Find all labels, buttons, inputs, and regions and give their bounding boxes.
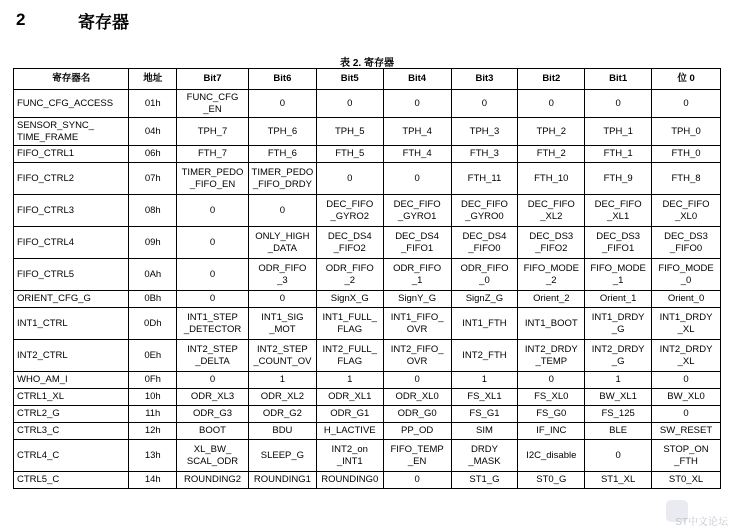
bit-cell: DEC_FIFO _GYRO0 — [451, 195, 518, 227]
table-row — [14, 195, 721, 227]
bit-cell: FIFO_TEMP _EN — [383, 440, 451, 472]
register-name-cell: ORIENT_CFG_G — [14, 291, 129, 308]
table-row — [14, 118, 721, 146]
bit-cell: ODR_FIFO _3 — [248, 259, 316, 291]
address-cell: 0Eh — [129, 340, 177, 372]
register-name-cell: SENSOR_SYNC_ TIME_FRAME — [14, 118, 129, 146]
bit-cell: ROUNDING1 — [248, 472, 316, 489]
bit-cell: SignX_G — [316, 291, 383, 308]
bit-cell: 0 — [177, 259, 249, 291]
bit-cell: 0 — [316, 163, 383, 195]
bit-cell: ST0_XL — [652, 472, 721, 489]
column-header: Bit1 — [585, 69, 652, 90]
column-header: 地址 — [129, 69, 177, 90]
bit-cell: ODR_G1 — [316, 406, 383, 423]
bit-cell: FTH_4 — [383, 146, 451, 163]
bit-cell: ODR_XL2 — [248, 389, 316, 406]
register-name-cell: FUNC_CFG_ACCESS — [14, 90, 129, 118]
bit-cell: DEC_FIFO _GYRO2 — [316, 195, 383, 227]
bit-cell: IF_INC — [518, 423, 585, 440]
bit-cell: BW_XL1 — [585, 389, 652, 406]
table-row — [14, 440, 721, 472]
bit-cell: TPH_5 — [316, 118, 383, 146]
bit-cell: H_LACTIVE — [316, 423, 383, 440]
bit-cell: ODR_FIFO _0 — [451, 259, 518, 291]
bit-cell: ODR_XL0 — [383, 389, 451, 406]
register-name-cell: CTRL4_C — [14, 440, 129, 472]
bit-cell: INT2_FULL_ FLAG — [316, 340, 383, 372]
table-row — [14, 291, 721, 308]
bit-cell: FTH_6 — [248, 146, 316, 163]
bit-cell: DEC_DS4 _FIFO2 — [316, 227, 383, 259]
register-name-cell: INT2_CTRL — [14, 340, 129, 372]
bit-cell: INT2_FTH — [451, 340, 518, 372]
bit-cell: 0 — [652, 372, 721, 389]
address-cell: 0Dh — [129, 308, 177, 340]
bit-cell: ODR_G2 — [248, 406, 316, 423]
register-name-cell: FIFO_CTRL4 — [14, 227, 129, 259]
bit-cell: FS_125 — [585, 406, 652, 423]
bit-cell: DEC_FIFO _XL1 — [585, 195, 652, 227]
bit-cell: TPH_6 — [248, 118, 316, 146]
bit-cell: INT1_SIG _MOT — [248, 308, 316, 340]
bit-cell: 0 — [383, 472, 451, 489]
table-row — [14, 423, 721, 440]
column-header: Bit5 — [316, 69, 383, 90]
column-header: 位 0 — [652, 69, 721, 90]
bit-cell: DEC_FIFO _XL2 — [518, 195, 585, 227]
bit-cell: BW_XL0 — [652, 389, 721, 406]
watermark: ST中文论坛 — [675, 517, 728, 528]
bit-cell: SW_RESET — [652, 423, 721, 440]
table-row — [14, 259, 721, 291]
address-cell: 12h — [129, 423, 177, 440]
bit-cell: INT1_STEP _DETECTOR — [177, 308, 249, 340]
bit-cell: FTH_2 — [518, 146, 585, 163]
bit-cell: ROUNDING0 — [316, 472, 383, 489]
bit-cell: SignZ_G — [451, 291, 518, 308]
bit-cell: PP_OD — [383, 423, 451, 440]
bit-cell: FIFO_MODE _1 — [585, 259, 652, 291]
bit-cell: INT2_DRDY _TEMP — [518, 340, 585, 372]
section-heading — [16, 8, 129, 32]
column-header: Bit7 — [177, 69, 249, 90]
bit-cell: ODR_XL1 — [316, 389, 383, 406]
bit-cell: INT2_FIFO_ OVR — [383, 340, 451, 372]
bit-cell: 0 — [248, 291, 316, 308]
bit-cell: FS_G0 — [518, 406, 585, 423]
bit-cell: FS_XL0 — [518, 389, 585, 406]
table-row — [14, 90, 721, 118]
bit-cell: 0 — [383, 163, 451, 195]
column-header: Bit2 — [518, 69, 585, 90]
address-cell: 0Ah — [129, 259, 177, 291]
table-row — [14, 146, 721, 163]
address-cell: 13h — [129, 440, 177, 472]
address-cell: 06h — [129, 146, 177, 163]
address-cell: 09h — [129, 227, 177, 259]
bit-cell: FTH_8 — [652, 163, 721, 195]
bit-cell: INT1_BOOT — [518, 308, 585, 340]
bit-cell: DEC_DS3 _FIFO1 — [585, 227, 652, 259]
bit-cell: FTH_0 — [652, 146, 721, 163]
column-header: 寄存器名 — [14, 69, 129, 90]
register-name-cell: WHO_AM_I — [14, 372, 129, 389]
bit-cell: 0 — [383, 90, 451, 118]
bit-cell: Orient_2 — [518, 291, 585, 308]
register-name-cell: FIFO_CTRL2 — [14, 163, 129, 195]
bit-cell: SLEEP_G — [248, 440, 316, 472]
bit-cell: DEC_DS3 _FIFO2 — [518, 227, 585, 259]
section-title: 寄存器 — [78, 12, 129, 32]
section-number: 2 — [16, 10, 26, 29]
bit-cell: Orient_0 — [652, 291, 721, 308]
bit-cell: INT2_on _INT1 — [316, 440, 383, 472]
bit-cell: FTH_11 — [451, 163, 518, 195]
bit-cell: INT2_DRDY _XL — [652, 340, 721, 372]
bit-cell: DEC_FIFO _GYRO1 — [383, 195, 451, 227]
table-row — [14, 372, 721, 389]
address-cell: 08h — [129, 195, 177, 227]
table-row — [14, 308, 721, 340]
address-cell: 11h — [129, 406, 177, 423]
bit-cell: STOP_ON _FTH — [652, 440, 721, 472]
bit-cell: 1 — [248, 372, 316, 389]
bit-cell: ROUNDING2 — [177, 472, 249, 489]
bit-cell: DEC_DS3 _FIFO0 — [652, 227, 721, 259]
bit-cell: 0 — [383, 372, 451, 389]
bit-cell: FTH_7 — [177, 146, 249, 163]
bit-cell: ST1_G — [451, 472, 518, 489]
bit-cell: DEC_DS4 _FIFO1 — [383, 227, 451, 259]
bit-cell: ST1_XL — [585, 472, 652, 489]
bit-cell: 0 — [652, 406, 721, 423]
bit-cell: ODR_FIFO _2 — [316, 259, 383, 291]
bit-cell: INT1_FULL_ FLAG — [316, 308, 383, 340]
bit-cell: 0 — [248, 90, 316, 118]
bit-cell: DEC_FIFO _XL0 — [652, 195, 721, 227]
bit-cell: INT2_STEP _DELTA — [177, 340, 249, 372]
bit-cell: 0 — [316, 90, 383, 118]
address-cell: 01h — [129, 90, 177, 118]
bit-cell: FTH_10 — [518, 163, 585, 195]
bit-cell: INT2_STEP _COUNT_OV — [248, 340, 316, 372]
table-caption: 表 2. 寄存器 — [340, 58, 394, 69]
bit-cell: TPH_2 — [518, 118, 585, 146]
bit-cell: FTH_1 — [585, 146, 652, 163]
bit-cell: TIMER_PEDO _FIFO_DRDY — [248, 163, 316, 195]
register-name-cell: FIFO_CTRL5 — [14, 259, 129, 291]
register-name-cell: CTRL1_XL — [14, 389, 129, 406]
bit-cell: TPH_7 — [177, 118, 249, 146]
bit-cell: 0 — [585, 90, 652, 118]
table-row — [14, 389, 721, 406]
bit-cell: INT1_FTH — [451, 308, 518, 340]
address-cell: 14h — [129, 472, 177, 489]
address-cell: 0Fh — [129, 372, 177, 389]
bit-cell: SignY_G — [383, 291, 451, 308]
register-table — [13, 68, 721, 489]
bit-cell: DEC_DS4 _FIFO0 — [451, 227, 518, 259]
bit-cell: ST0_G — [518, 472, 585, 489]
bit-cell: ODR_FIFO _1 — [383, 259, 451, 291]
bit-cell: FIFO_MODE _0 — [652, 259, 721, 291]
bit-cell: FTH_5 — [316, 146, 383, 163]
bit-cell: 0 — [451, 90, 518, 118]
address-cell: 04h — [129, 118, 177, 146]
bit-cell: 0 — [652, 90, 721, 118]
bit-cell: ONLY_HIGH _DATA — [248, 227, 316, 259]
bit-cell: INT1_FIFO_ OVR — [383, 308, 451, 340]
bit-cell: 1 — [451, 372, 518, 389]
table-row — [14, 227, 721, 259]
table-row — [14, 406, 721, 423]
bit-cell: 0 — [177, 227, 249, 259]
register-name-cell: CTRL5_C — [14, 472, 129, 489]
address-cell: 0Bh — [129, 291, 177, 308]
address-cell: 10h — [129, 389, 177, 406]
register-name-cell: FIFO_CTRL3 — [14, 195, 129, 227]
table-row — [14, 163, 721, 195]
bit-cell: 0 — [177, 195, 249, 227]
address-cell: 07h — [129, 163, 177, 195]
bit-cell: XL_BW_ SCAL_ODR — [177, 440, 249, 472]
bit-cell: Orient_1 — [585, 291, 652, 308]
bit-cell: ODR_G0 — [383, 406, 451, 423]
bit-cell: 0 — [518, 90, 585, 118]
bit-cell: INT2_DRDY _G — [585, 340, 652, 372]
bit-cell: DRDY _MASK — [451, 440, 518, 472]
bit-cell: BLE — [585, 423, 652, 440]
bit-cell: BDU — [248, 423, 316, 440]
bit-cell: INT1_DRDY _XL — [652, 308, 721, 340]
register-name-cell: CTRL3_C — [14, 423, 129, 440]
bit-cell: TPH_4 — [383, 118, 451, 146]
bit-cell: ODR_XL3 — [177, 389, 249, 406]
column-header: Bit6 — [248, 69, 316, 90]
column-header: Bit3 — [451, 69, 518, 90]
bit-cell: FIFO_MODE _2 — [518, 259, 585, 291]
bit-cell: TPH_0 — [652, 118, 721, 146]
bit-cell: 0 — [585, 440, 652, 472]
bit-cell: FS_G1 — [451, 406, 518, 423]
bit-cell: BOOT — [177, 423, 249, 440]
bit-cell: 1 — [585, 372, 652, 389]
bit-cell: 1 — [316, 372, 383, 389]
bit-cell: FTH_3 — [451, 146, 518, 163]
bit-cell: FS_XL1 — [451, 389, 518, 406]
bit-cell: INT1_DRDY _G — [585, 308, 652, 340]
table-header-row — [14, 69, 721, 90]
bit-cell: 0 — [248, 195, 316, 227]
register-name-cell: CTRL2_G — [14, 406, 129, 423]
bit-cell: 0 — [518, 372, 585, 389]
table-row — [14, 472, 721, 489]
bit-cell: TPH_3 — [451, 118, 518, 146]
table-body — [14, 90, 721, 489]
column-header: Bit4 — [383, 69, 451, 90]
bit-cell: TIMER_PEDO _FIFO_EN — [177, 163, 249, 195]
bit-cell: 0 — [177, 291, 249, 308]
table-row — [14, 340, 721, 372]
bit-cell: FTH_9 — [585, 163, 652, 195]
bit-cell: ODR_G3 — [177, 406, 249, 423]
bit-cell: TPH_1 — [585, 118, 652, 146]
bit-cell: SIM — [451, 423, 518, 440]
bit-cell: 0 — [177, 372, 249, 389]
bit-cell: I2C_disable — [518, 440, 585, 472]
bit-cell: FUNC_CFG _EN — [177, 90, 249, 118]
register-name-cell: INT1_CTRL — [14, 308, 129, 340]
register-name-cell: FIFO_CTRL1 — [14, 146, 129, 163]
